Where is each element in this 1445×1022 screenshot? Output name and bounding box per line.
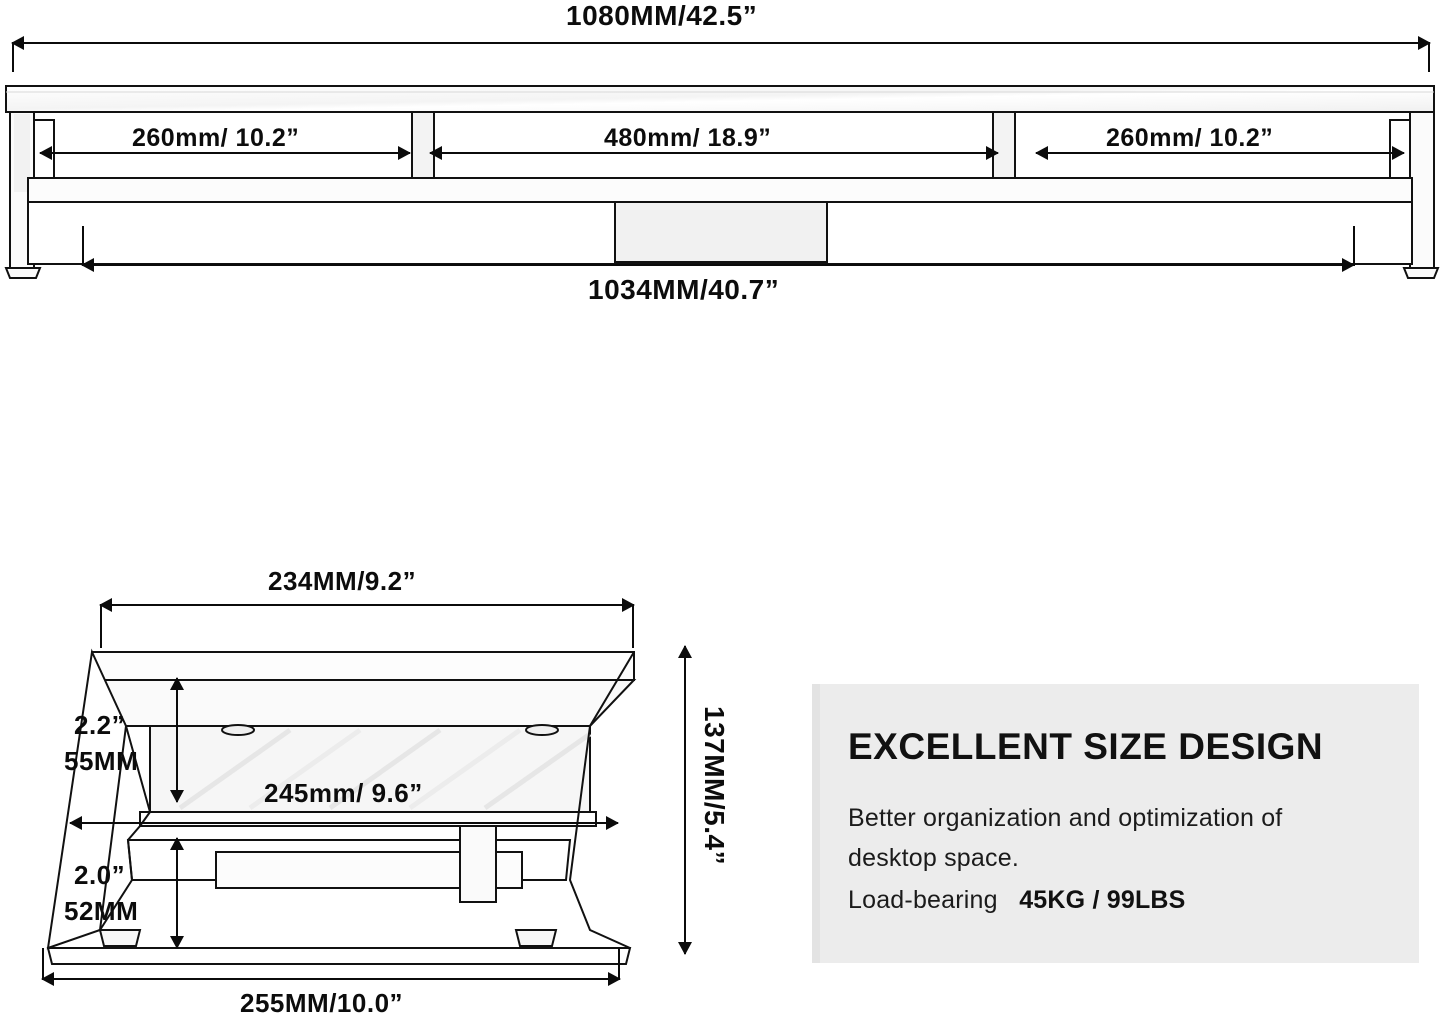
top-inner-center-label: 480mm/ 18.9” xyxy=(604,124,772,152)
side-upper-gap-inch-label: 2.2” xyxy=(74,710,126,740)
side-height-label: 137MM/5.4” xyxy=(699,706,730,866)
top-inner-left-label: 260mm/ 10.2” xyxy=(132,124,300,152)
top-overall-width-label: 1080MM/42.5” xyxy=(566,0,758,31)
info-panel-line-3 xyxy=(848,886,1186,915)
side-lower-gap-arrow xyxy=(176,838,178,948)
info-panel-line-1: Better organization and optimization of xyxy=(848,804,1283,832)
top-base-width-arrow xyxy=(82,264,1354,266)
info-panel-line-2: desktop space. xyxy=(848,844,1019,872)
side-top-width-arrow xyxy=(100,604,634,606)
top-overall-tick-left xyxy=(12,42,14,72)
info-panel xyxy=(812,684,1419,963)
load-bearing-value: 45KG / 99LBS xyxy=(1019,886,1186,914)
top-overall-tick-right xyxy=(1428,42,1430,72)
stand-front-view-illustration xyxy=(0,72,1445,282)
side-lower-gap-inch-label: 2.0” xyxy=(74,860,126,890)
top-base-tick-left xyxy=(82,226,84,266)
side-bottom-tick-left xyxy=(42,948,44,980)
side-upper-gap-mm-label: 55MM xyxy=(64,746,139,776)
side-top-width-label: 234MM/9.2” xyxy=(268,566,417,596)
side-bottom-width-label: 255MM/10.0” xyxy=(240,988,404,1018)
side-height-arrow xyxy=(684,646,686,954)
side-bottom-width-arrow xyxy=(42,978,620,980)
side-mid-width-arrow xyxy=(70,822,618,824)
load-bearing-label: Load-bearing xyxy=(848,886,998,914)
side-mid-width-label: 245mm/ 9.6” xyxy=(264,778,423,808)
side-lower-gap-mm-label: 52MM xyxy=(64,896,139,926)
side-bottom-tick-right xyxy=(618,948,620,980)
top-base-tick-right xyxy=(1353,226,1355,266)
side-upper-gap-arrow xyxy=(176,678,178,802)
info-panel-title: EXCELLENT SIZE DESIGN xyxy=(848,726,1324,767)
top-overall-width-arrow xyxy=(12,42,1430,44)
top-inner-right-label: 260mm/ 10.2” xyxy=(1106,124,1274,152)
top-base-width-label: 1034MM/40.7” xyxy=(588,274,780,305)
info-panel-accent-bar xyxy=(812,684,820,963)
